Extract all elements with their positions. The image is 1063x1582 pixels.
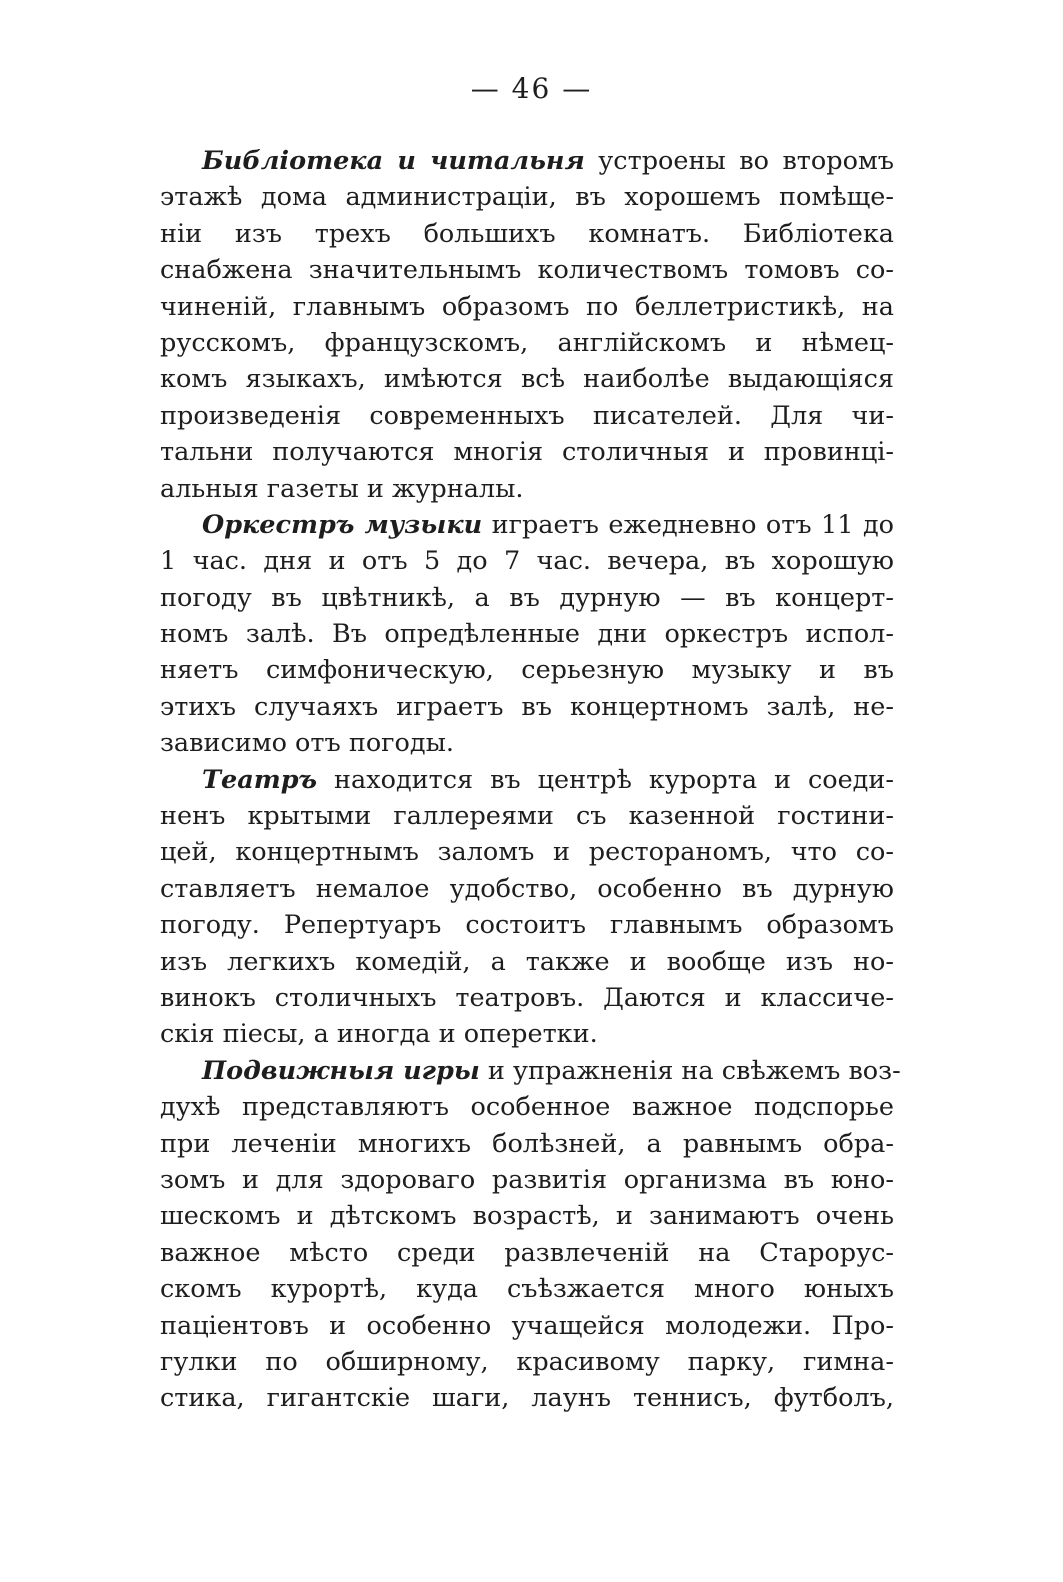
page-number: — 46 — bbox=[470, 72, 593, 105]
line-text: стика, гигантскіе шаги, лаунъ теннисъ, футболъ, bbox=[160, 1383, 894, 1414]
line-text: при леченіи многихъ болѣзней, а равнымъ обра- bbox=[160, 1128, 894, 1159]
line-text: произведенія современныхъ писателей. Для чи- bbox=[160, 400, 894, 431]
text-line bbox=[160, 325, 894, 361]
text-line bbox=[160, 434, 894, 470]
line-text: снабжена значительнымъ количествомъ томовъ со- bbox=[160, 255, 894, 286]
text-line bbox=[160, 725, 894, 761]
line-text: русскомъ, французскомъ, англійскомъ и нѣмец- bbox=[160, 327, 894, 358]
text-line bbox=[160, 252, 894, 288]
line-text: няетъ симфоническую, серьезную музыку и въ bbox=[160, 655, 894, 686]
text-line bbox=[160, 1344, 894, 1380]
line-text: этихъ случаяхъ играетъ въ концертномъ залѣ, не- bbox=[160, 691, 894, 722]
line-text: погоду въ цвѣтникѣ, а въ дурную — въ концерт- bbox=[160, 582, 894, 613]
line-text: скія піесы, а иногда и оперетки. bbox=[160, 1019, 598, 1050]
line-text: паціентовъ и особенно учащейся молодежи. Про- bbox=[160, 1310, 894, 1341]
line-text: изъ легкихъ комедій, а также и вообще изъ но- bbox=[160, 946, 894, 977]
text-line bbox=[160, 834, 894, 870]
line-text: скомъ курортѣ, куда съѣзжается много юныхъ bbox=[160, 1274, 894, 1305]
paragraph-heading: Подвижныя игры bbox=[202, 1055, 480, 1086]
paragraph-heading: Оркестръ музыки bbox=[202, 509, 483, 540]
text-line bbox=[160, 216, 894, 252]
line-text: альныя газеты и журналы. bbox=[160, 473, 524, 504]
line-text: зависимо отъ погоды. bbox=[160, 728, 454, 759]
line-text: номъ залѣ. Въ опредѣленные дни оркестръ испол- bbox=[160, 619, 894, 650]
page-body bbox=[160, 143, 901, 1417]
text-line bbox=[160, 361, 894, 397]
line-text: шескомъ и дѣтскомъ возрастѣ, и занимаютъ очень bbox=[160, 1201, 894, 1232]
line-text: и упражненія на свѣжемъ воз- bbox=[479, 1055, 901, 1086]
text-line bbox=[160, 762, 894, 798]
line-text: находится въ центрѣ курорта и соеди- bbox=[317, 764, 894, 795]
text-line bbox=[160, 1016, 894, 1052]
text-line bbox=[160, 1126, 894, 1162]
text-line bbox=[160, 689, 894, 725]
line-text: зомъ и для здороваго развитія организма въ юно- bbox=[160, 1164, 894, 1195]
line-text: этажѣ дома администраціи, въ хорошемъ помѣще- bbox=[160, 182, 894, 213]
text-line bbox=[160, 798, 894, 834]
text-line bbox=[160, 543, 894, 579]
text-line bbox=[160, 398, 894, 434]
line-text: цей, концертнымъ заломъ и рестораномъ, что со- bbox=[160, 837, 894, 868]
text-line bbox=[160, 289, 894, 325]
line-text: 1 час. дня и отъ 5 до 7 час. вечера, въ хорошую bbox=[160, 546, 894, 577]
text-line bbox=[160, 652, 894, 688]
line-text: играетъ ежедневно отъ 11 до bbox=[482, 509, 894, 540]
line-text: ненъ крытыми галлереями съ казенной гостини- bbox=[160, 801, 894, 832]
text-line bbox=[160, 871, 894, 907]
line-text: гулки по обширному, красивому парку, гимна- bbox=[160, 1346, 894, 1377]
line-text: погоду. Репертуаръ состоитъ главнымъ образомъ bbox=[160, 910, 894, 941]
text-line bbox=[160, 1162, 894, 1198]
text-line bbox=[160, 1198, 894, 1234]
line-text: ставляетъ немалое удобство, особенно въ дурную bbox=[160, 873, 894, 904]
line-text: ніи изъ трехъ большихъ комнатъ. Библіотека bbox=[160, 218, 894, 249]
text-line bbox=[160, 1053, 901, 1089]
text-line bbox=[160, 616, 894, 652]
text-line bbox=[160, 1271, 894, 1307]
text-line bbox=[160, 1235, 894, 1271]
text-line bbox=[160, 907, 894, 943]
text-line bbox=[160, 179, 894, 215]
line-text: винокъ столичныхъ театровъ. Даются и классиче- bbox=[160, 982, 894, 1013]
paragraph-heading: Театръ bbox=[202, 764, 318, 795]
line-text: важное мѣсто среди развлеченій на Старорус- bbox=[160, 1237, 894, 1268]
line-text: устроены во второмъ bbox=[584, 146, 895, 176]
line-text: духѣ представляютъ особенное важное подспорье bbox=[160, 1092, 894, 1123]
text-line bbox=[160, 1380, 894, 1416]
paragraph-heading: Библіотека и читальня bbox=[202, 146, 585, 176]
text-line bbox=[160, 507, 894, 543]
text-line bbox=[160, 580, 894, 616]
text-line bbox=[160, 143, 894, 179]
text-line bbox=[160, 1089, 894, 1125]
line-text: тальни получаются многія столичныя и провинці- bbox=[160, 437, 894, 468]
text-line bbox=[160, 471, 894, 507]
text-line bbox=[160, 944, 894, 980]
line-text: чиненій, главнымъ образомъ по беллетристикѣ, на bbox=[160, 291, 894, 322]
text-line bbox=[160, 980, 894, 1016]
line-text: комъ языкахъ, имѣются всѣ наиболѣе выдающіяся bbox=[160, 364, 894, 395]
text-line bbox=[160, 1308, 894, 1344]
